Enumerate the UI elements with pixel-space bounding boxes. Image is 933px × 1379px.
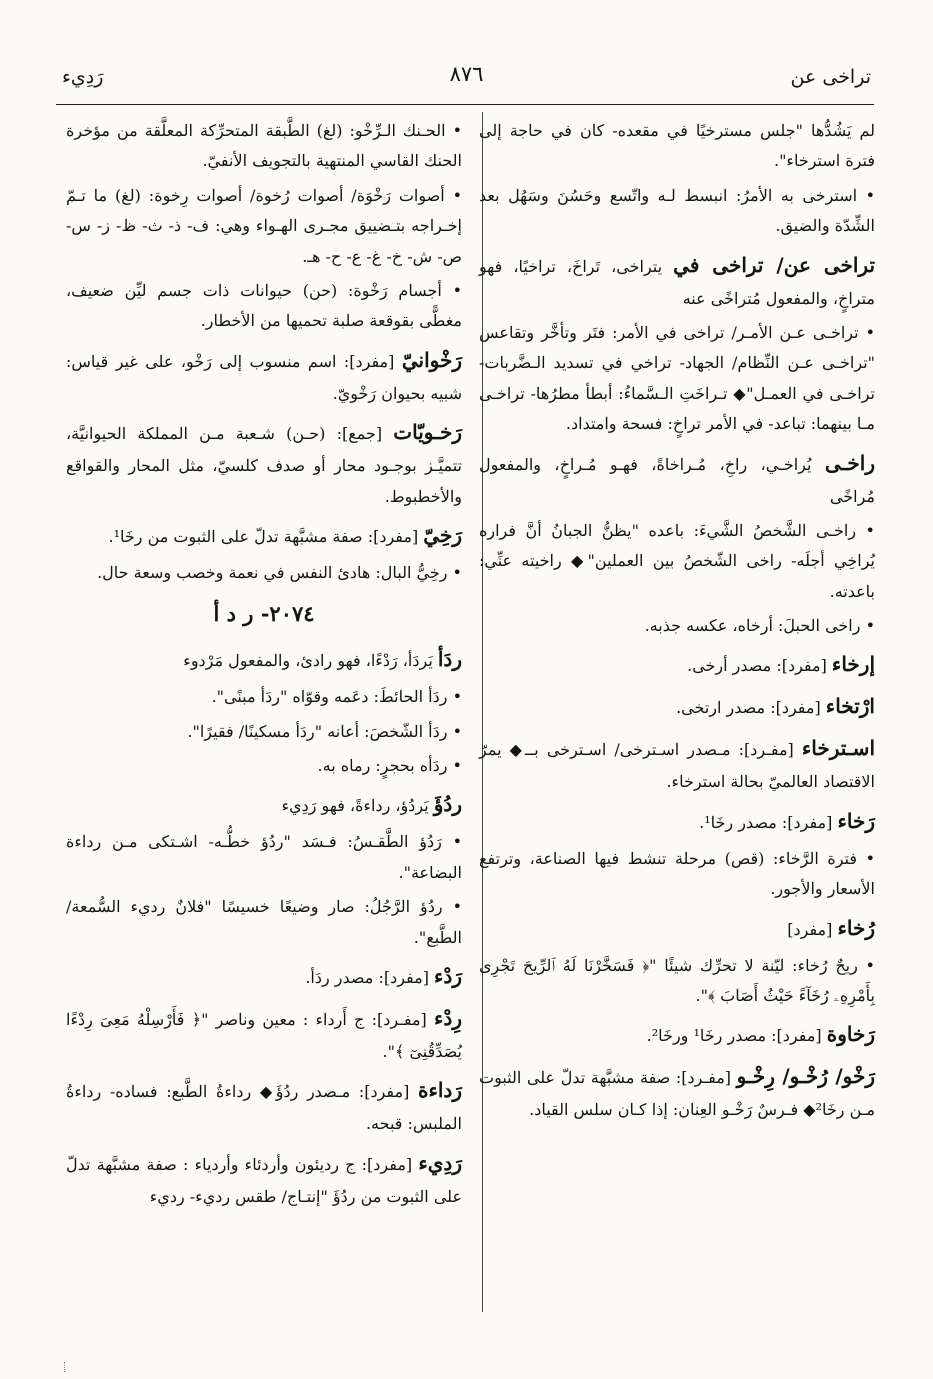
entry-paragraph bbox=[479, 1015, 875, 1053]
entry-text: [مفـرد]: ج أَرداء : معين وناصر "﴿ فَأَرْسِلْهُ مَعِىَ رِدْءًا يُصَدِّقُنِىٓ ﴾". bbox=[66, 1009, 462, 1061]
entry-text: • الحـنك الـرِّخْو: (لغ) الطَّبقة المتحرِّكة المعلَّقة من مؤخرة الحنك القاسي المنتهية بالتجويف الأنفيّ. bbox=[66, 121, 462, 171]
entry-text: يَردُؤ، رداءةً، فهو رَدِيء bbox=[281, 796, 429, 816]
entry-text: [مفرد]: مصدر رخَا¹. bbox=[699, 812, 833, 832]
entry-paragraph bbox=[479, 444, 875, 512]
entry-paragraph bbox=[66, 1144, 462, 1212]
headword: ردُؤَ bbox=[433, 792, 462, 817]
sense-paragraph bbox=[66, 682, 462, 712]
entry-text: • ريحٌ رُخاء: ليّنة لا تحرِّك شيئًا "﴿ فَسَخَّرْنَا لَهُ ٱلرِّيحَ تَجْرِى بِأَمْرِهِۦ رُخَآءً حَيْثُ أَصَابَ ﴾". bbox=[479, 955, 875, 1006]
entry-text: [مفرد]: صفة مشبَّهة تدلّ على الثبوت من رخَا¹. bbox=[108, 526, 419, 546]
sense-paragraph bbox=[479, 116, 875, 177]
headword: ردَأ bbox=[437, 647, 462, 672]
entry-text: [مفرد]: اسم منسوب إلى رَخْو، على غير قياس: شبيه بحيوان رَخْويّ. bbox=[66, 351, 462, 403]
entry-paragraph bbox=[66, 957, 462, 995]
entry-text: • أجسام رَخْوة: (حن) حيوانات ذات جسم ليِّن ضعيف، مغطًّى بقوقعة صلبة تحميها من الأخطار. bbox=[66, 280, 462, 331]
entry-text: • تراخـى عـن الأمـر/ تراخى في الأمر: فتَر وتأخَّر وتقاعس "تراخـى عـن النِّظام/ الجهاد- تراخي في تسديد الـضَّربات- تراخـى في العمـل"◆ تـراخَتِ الـسَّماءُ: أبطأ مطرُها- تراخـى مـا بينهما: تباعد- في الأمر تراخٍ: فسحة وامتداد. bbox=[479, 322, 875, 434]
entry-text: • راخى الحبلَ: أرخاه، عكسه جذبه. bbox=[644, 616, 875, 636]
entry-paragraph bbox=[66, 999, 462, 1067]
entry-paragraph bbox=[66, 1071, 462, 1139]
entry-paragraph bbox=[66, 640, 462, 678]
entry-text: [مفرد]: مصدر رخَا¹ ورخَا². bbox=[646, 1026, 822, 1046]
sense-paragraph bbox=[66, 717, 462, 747]
entry-paragraph bbox=[66, 516, 462, 554]
entry-paragraph bbox=[479, 729, 875, 797]
entry-text: • رَدُؤ الطَّقـسُ: فـسَد "ردُؤ خطُّـه- اشـتكى مـن رداءة البضاعة". bbox=[66, 832, 462, 882]
header-rule bbox=[56, 104, 874, 105]
section-heading: ٢٠٧٤- ر د أ bbox=[213, 601, 315, 627]
headword: رَدْء bbox=[434, 963, 462, 988]
sense-paragraph bbox=[66, 892, 462, 953]
entry-text: [جمع]: (حـن) شـعبة مـن المملكة الحيوانيَّة، تتميَّـز بوجـود محار أو صدف كلسيّ، مثل المحار والقواقع والأخطبوط. bbox=[66, 424, 462, 506]
right-column bbox=[479, 116, 875, 1130]
sense-paragraph bbox=[66, 276, 462, 337]
entry-text: • ردَأ الشّخصَ: أعانه "ردَأ مسكينًا/ فقيرًا". bbox=[187, 721, 462, 741]
entry-paragraph bbox=[66, 413, 462, 512]
entry-text: [مفرد] bbox=[787, 919, 833, 939]
entry-text: [مفـرد]: مـصدر اسـترخى/ اسـترخى بــ◆ يمرّ الاقتصاد العالميّ بحالة استرخاء. bbox=[479, 740, 875, 792]
headword: راخـى bbox=[824, 450, 875, 475]
headword: رَخْو/ رُخْـو/ رِخْـو bbox=[736, 1064, 875, 1089]
entry-paragraph bbox=[66, 341, 462, 409]
page-header bbox=[0, 62, 933, 102]
entry-text: [مفرد]: مصدر ارتخى. bbox=[676, 698, 821, 718]
entry-text: • رخِيُّ البال: هادئ النفس في نعمة وخصب وسعة حال. bbox=[97, 562, 462, 582]
page-number: ٨٧٦ bbox=[449, 62, 484, 86]
entry-text: • فترة الرَّخاء: (قص) مرحلة تنشط فيها الصناعة، وترتفع الأسعار والأجور. bbox=[479, 848, 875, 899]
entry-text: يُراخـي، راخِ، مُـراخاةً، فهـو مُـراخٍ، والمفعول مُراخًى bbox=[479, 454, 875, 506]
headword: رَدِيء bbox=[418, 1150, 462, 1175]
entry-paragraph bbox=[479, 687, 875, 725]
sense-paragraph bbox=[479, 611, 875, 641]
entry-paragraph bbox=[479, 802, 875, 840]
headword: تراخى عن/ تراخى في bbox=[673, 252, 876, 277]
entry-text: [مفرد]: ج رديئون وأردئاء وأردياء : صفة مشبَّهة تدلّ على الثبوت من ردُؤَ "إنتـاج/ طقس رديء- رديء bbox=[66, 1154, 462, 1206]
sense-paragraph bbox=[479, 844, 875, 905]
entry-text: • أصوات رَخْوَة/ أصوات رُخوة/ أصوات رِخوة: (لغ) ما تـمّ إخـراجه بتـضييق مجـرى الهـواء وهي: ف- ذ- ث- ظ- ز- س- ص- ش- خ- غ- ع- ح- هـ. bbox=[66, 185, 462, 266]
running-head-right: تراخى عن bbox=[790, 66, 871, 88]
sense-paragraph bbox=[479, 318, 875, 440]
sense-paragraph bbox=[479, 516, 875, 607]
headword: رُخاء bbox=[837, 915, 875, 940]
headword: رَخـويّات bbox=[393, 420, 462, 445]
headword: إرخاء bbox=[831, 652, 875, 677]
sense-paragraph bbox=[66, 116, 462, 177]
entry-text: يَردَأ، رَدْءًا، فهو رادئ، والمفعول مَرْدوء bbox=[183, 651, 433, 671]
entry-text: [مفرد]: مصدر ردَأ. bbox=[305, 967, 429, 987]
entry-text: • ردَأه بحجرٍ: رماه به. bbox=[317, 755, 462, 775]
entry-paragraph bbox=[479, 909, 875, 947]
entry-text: • استرخى به الأمرُ: انبسط لـه واتّسع وحَسُنَ وسَهُل بعد الشِّدّة والضيق. bbox=[479, 185, 875, 236]
headword: رَخْوانيّ bbox=[401, 347, 462, 372]
sense-paragraph bbox=[66, 181, 462, 272]
entry-paragraph bbox=[479, 645, 875, 683]
sense-paragraph bbox=[66, 751, 462, 781]
entry-text: لم يَشُدُّها "جلس مسترخيًا في مقعده- كان في حاجة إلى فترة استرخاء". bbox=[479, 121, 875, 171]
headword: رَداءة bbox=[417, 1078, 462, 1103]
margin-mark bbox=[64, 1362, 67, 1372]
entry-text: [مفـرد]: صفة مشبَّهة تدلّ على الثبوت مـن رخَا²◆ فـرسٌ رَخْـو العِنان: إذا كـان سلس القياد. bbox=[479, 1068, 875, 1120]
running-head-left: رَدِيء bbox=[62, 66, 104, 88]
headword: ارْتخاء bbox=[825, 694, 875, 719]
sense-paragraph bbox=[66, 827, 462, 888]
entry-paragraph bbox=[479, 1057, 875, 1125]
entry-text: • ردَأ الحائطَ: دعَمه وقوّاه "ردَأ مبنًى". bbox=[211, 687, 462, 707]
left-column bbox=[66, 116, 462, 1216]
headword: رِدْء bbox=[434, 1005, 462, 1030]
entry-paragraph bbox=[66, 785, 462, 823]
entry-text: • ردُؤ الرَّجُلُ: صار وضيعًا خسيسًا "فلانٌ رديء السُّمعة/ الطَّبع". bbox=[66, 897, 462, 947]
entry-text: [مفرد]: مـصدر ردُؤَ◆ رداءةُ الطَّبع: فساده- رداءةُ الملبس: قبحه. bbox=[66, 1082, 462, 1134]
sense-paragraph bbox=[479, 951, 875, 1012]
headword: رَخاء bbox=[837, 808, 875, 833]
entry-text: [مفرد]: مصدر أرخى. bbox=[687, 656, 827, 676]
headword: رَخاوة bbox=[826, 1022, 875, 1047]
sense-paragraph bbox=[479, 181, 875, 242]
entry-text: • راخـى الشَّخصُ الشَّيءَ: باعده "يظنُّ الجبانُ أنَّ فراره يُراخِي أجلَه- راخى الشّخصُ بين العملين"◆ راخيته عنِّي: باعدته. bbox=[479, 520, 875, 601]
sense-paragraph bbox=[66, 558, 462, 588]
entry-paragraph bbox=[479, 246, 875, 314]
headword: رَخِيّ bbox=[423, 522, 462, 547]
entry-text: يتراخى، تَراخَ، تراخيًا، فهو متراخٍ، والمفعول مُتراخًى عنه bbox=[479, 256, 875, 308]
headword: اسـترخاء bbox=[801, 736, 875, 761]
